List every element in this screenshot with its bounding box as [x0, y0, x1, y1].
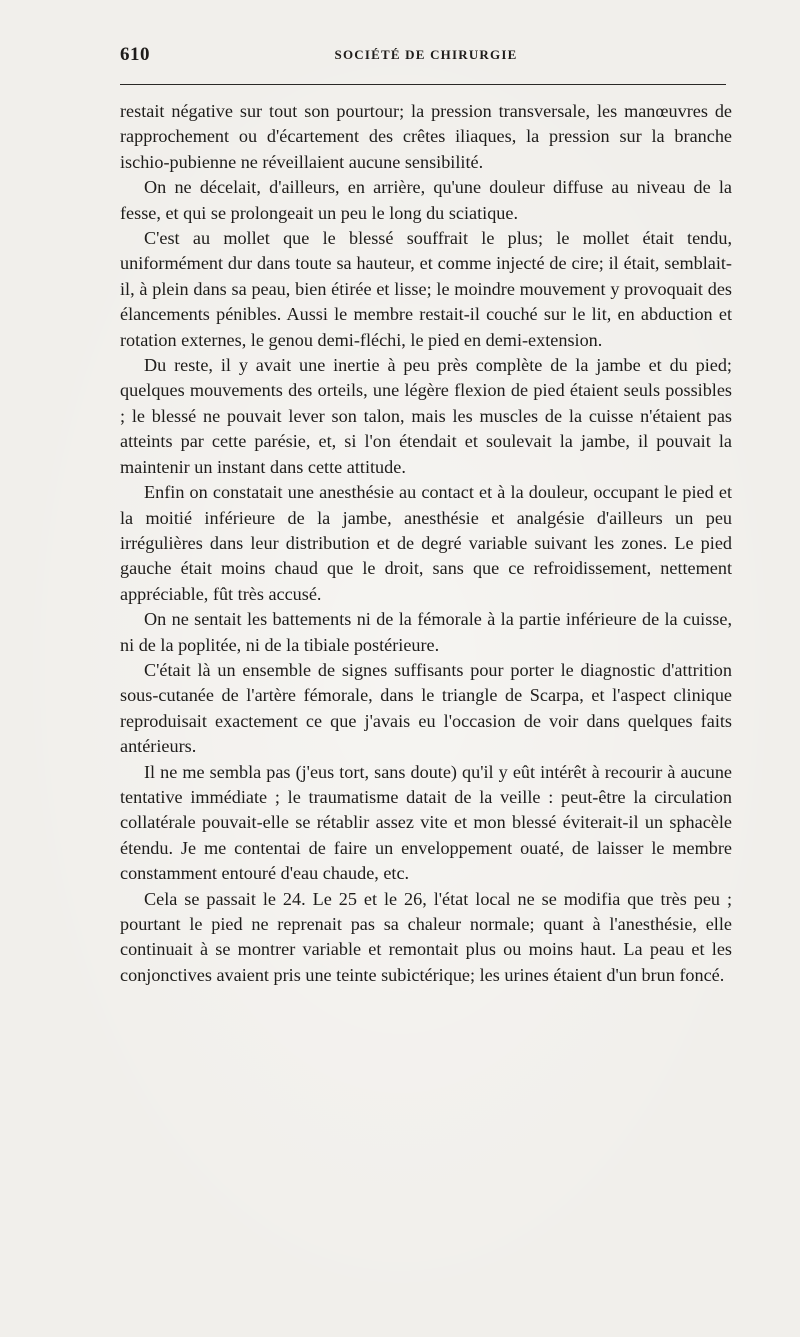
paragraph-1: restait négative sur tout son pourtour; la pression transversale, les manœuvres de rapprochement ou d'écartement des crêtes iliaques, la pression sur la branche ischio-pubienne ne réveillaient aucune sensibilité.: [120, 101, 732, 172]
paragraph-9: Cela se passait le 24. Le 25 et le 26, l'état local ne se modifia que très peu ; pourtant le pied ne reprenait pas sa chaleur normale; quant à l'anesthésie, elle continuait à se montrer variable et remontait plus ou moins haut. La peau et les conjonctives avaient pris une teinte subictérique; les urines étaient d'un brun foncé.: [120, 888, 732, 985]
paragraph-8: Il ne me sembla pas (j'eus tort, sans doute) qu'il y eût intérêt à recourir à aucune tentative immédiate ; le traumatisme datait de la veille : peut-être la circulation collatérale pouvait-elle se rétablir assez vite et mon blessé éviterait-il un sphacèle étendu. Je me contentai de faire un enveloppement ouaté, de laisser le membre constamment entouré d'eau chaude, etc.: [120, 761, 732, 884]
paragraph-7: C'était là un ensemble de signes suffisants pour porter le diagnostic d'attrition sous-cutanée de l'artère fémorale, dans le triangle de Scarpa, et l'aspect clinique reproduisait exactement ce que j'avais eu l'occasion de voir dans quelques faits antérieurs.: [120, 659, 732, 757]
paragraph-6: On ne sentait les battements ni de la fémorale à la partie inférieure de la cuisse, ni de la poplitée, ni de la tibiale postérieure.: [120, 609, 732, 655]
paragraph-2: On ne décelait, d'ailleurs, en arrière, qu'une douleur diffuse au niveau de la fesse, et qui se prolongeait un peu le long du sciatique.: [120, 177, 732, 223]
header-rule: [120, 84, 726, 85]
paragraph-4: Du reste, il y avait une inertie à peu près complète de la jambe et du pied; quelques mouvements des orteils, une légère flexion de pied étaient seuls possibles ; le blessé ne pouvait lever son talon, mais les muscles de la cuisse n'étaient pas atteints par cette parésie, et, si l'on étendait et soulevait la jambe, il pouvait la maintenir un instant dans cette attitude.: [120, 355, 732, 477]
page-number: 610: [120, 44, 150, 65]
page-header: [120, 44, 732, 72]
paragraph-3: C'est au mollet que le blessé souffrait le plus; le mollet était tendu, uniformément dur dans toute sa hauteur, et comme injecté de cire; il était, semblait-il, à plein dans sa peau, bien étirée et lisse; le moindre mouvement y provoquait des élancements pénibles. Aussi le membre restait-il couché sur le lit, en abduction et rotation externes, le genou demi-fléchi, le pied en demi-extension.: [120, 228, 732, 350]
body-text: [120, 99, 732, 988]
running-head: SOCIÉTÉ DE CHIRURGIE: [334, 47, 518, 62]
paragraph-5: Enfin on constatait une anesthésie au contact et à la douleur, occupant le pied et la moitié inférieure de la jambe, anesthésie et analgésie d'ailleurs un peu irrégulières dans leur distribution et de degré variable suivant les zones. Le pied gauche était moins chaud que le droit, sans que ce refroidissement, nettement appréciable, fût très accusé.: [120, 482, 732, 604]
